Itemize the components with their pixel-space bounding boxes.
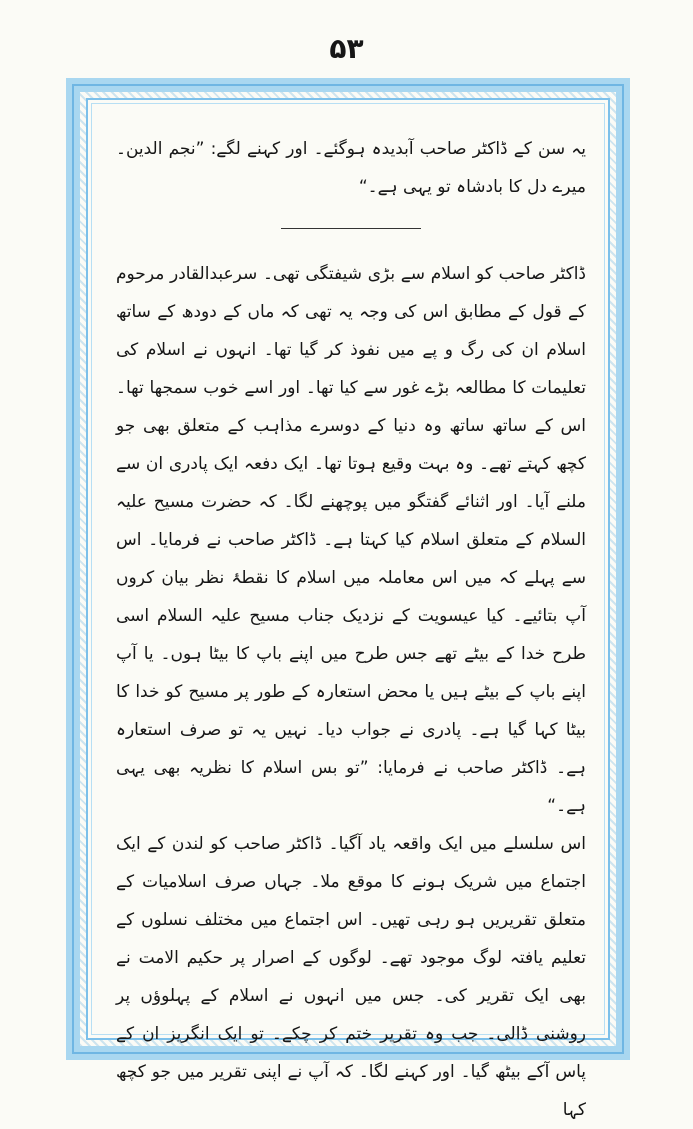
opening-paragraph: یہ سن کے ڈاکٹر صاحب آبدیدہ ہوگئے۔ اور کہنے لگے: ”نجم الدین۔ میرے دل کا بادشاہ تو یہی ہے۔“ <box>116 139 586 197</box>
decorative-border <box>66 78 630 1120</box>
body-paragraph: اس سلسلے میں ایک واقعہ یاد آگیا۔ ڈاکٹر صاحب کو لندن کے ایک اجتماع میں شریک ہونے کا موقع ملا۔ جہاں صرف اسلامیات کے متعلق تقریریں ہو رہی تھیں۔ اس اجتماع میں مختلف نسلوں کے تعلیم یافتہ لوگ موجود تھے۔ لوگوں کے اصرار پر حکیم الامت نے بھی ایک تقریر کی۔ جس میں انہوں نے اسلام کے پہلوؤں پر روشنی ڈالی۔ جب وہ تقریر ختم کر چکے۔ تو ایک انگریز ان کے پاس آکے بیٹھ گیا۔ اور کہنے لگا۔ کہ آپ نے اپنی تقریر میں جو کچھ کہا <box>116 834 586 1120</box>
page-body <box>116 130 586 1120</box>
text-panel <box>86 98 610 1120</box>
page-number: ۵۳ <box>329 32 364 65</box>
body-paragraph: ڈاکٹر صاحب کو اسلام سے بڑی شیفتگی تھی۔ سرعبدالقادر مرحوم کے قول کے مطابق اس کی وجہ یہ تھی کہ ماں کے دودھ کے ساتھ اسلام ان کی رگ و پے میں نفوذ کر گیا تھا۔ انہوں نے اسلام کی تعلیمات کا مطالعہ بڑے غور سے کیا تھا۔ اور اسے خوب سمجھا تھا۔ اس کے ساتھ ساتھ وہ دنیا کے دوسرے مذاہب کے متعلق بھی جو کچھ کہتے تھے۔ وہ بہت وقیع ہوتا تھا۔ ایک دفعہ ایک پادری ان سے ملنے آیا۔ اور اثنائے گفتگو میں پوچھنے لگا۔ کہ حضرت مسیح علیہ السلام کے متعلق اسلام کیا کہتا ہے۔ ڈاکٹر صاحب نے فرمایا۔ اس سے پہلے کہ میں اس معاملہ میں اسلام کا نقطۂ نظر بیان کروں آپ بتائیے۔ کیا عیسویت کے نزدیک جناب مسیح علیہ السلام اسی طرح خدا کے بیٹے تھے جس طرح میں اپنے باپ کا بیٹا ہوں۔ یا آپ اپنے باپ کے بیٹے ہیں یا محض استعارہ کے طور پر مسیح کو خدا کا بیٹا کہا گیا ہے۔ پادری نے جواب دیا۔ نہیں یہ تو صرف استعارہ ہے۔ ڈاکٹر صاحب نے فرمایا: ”تو بس اسلام کا نظریہ بھی یہی ہے۔“ <box>116 264 586 816</box>
section-divider <box>281 228 421 229</box>
